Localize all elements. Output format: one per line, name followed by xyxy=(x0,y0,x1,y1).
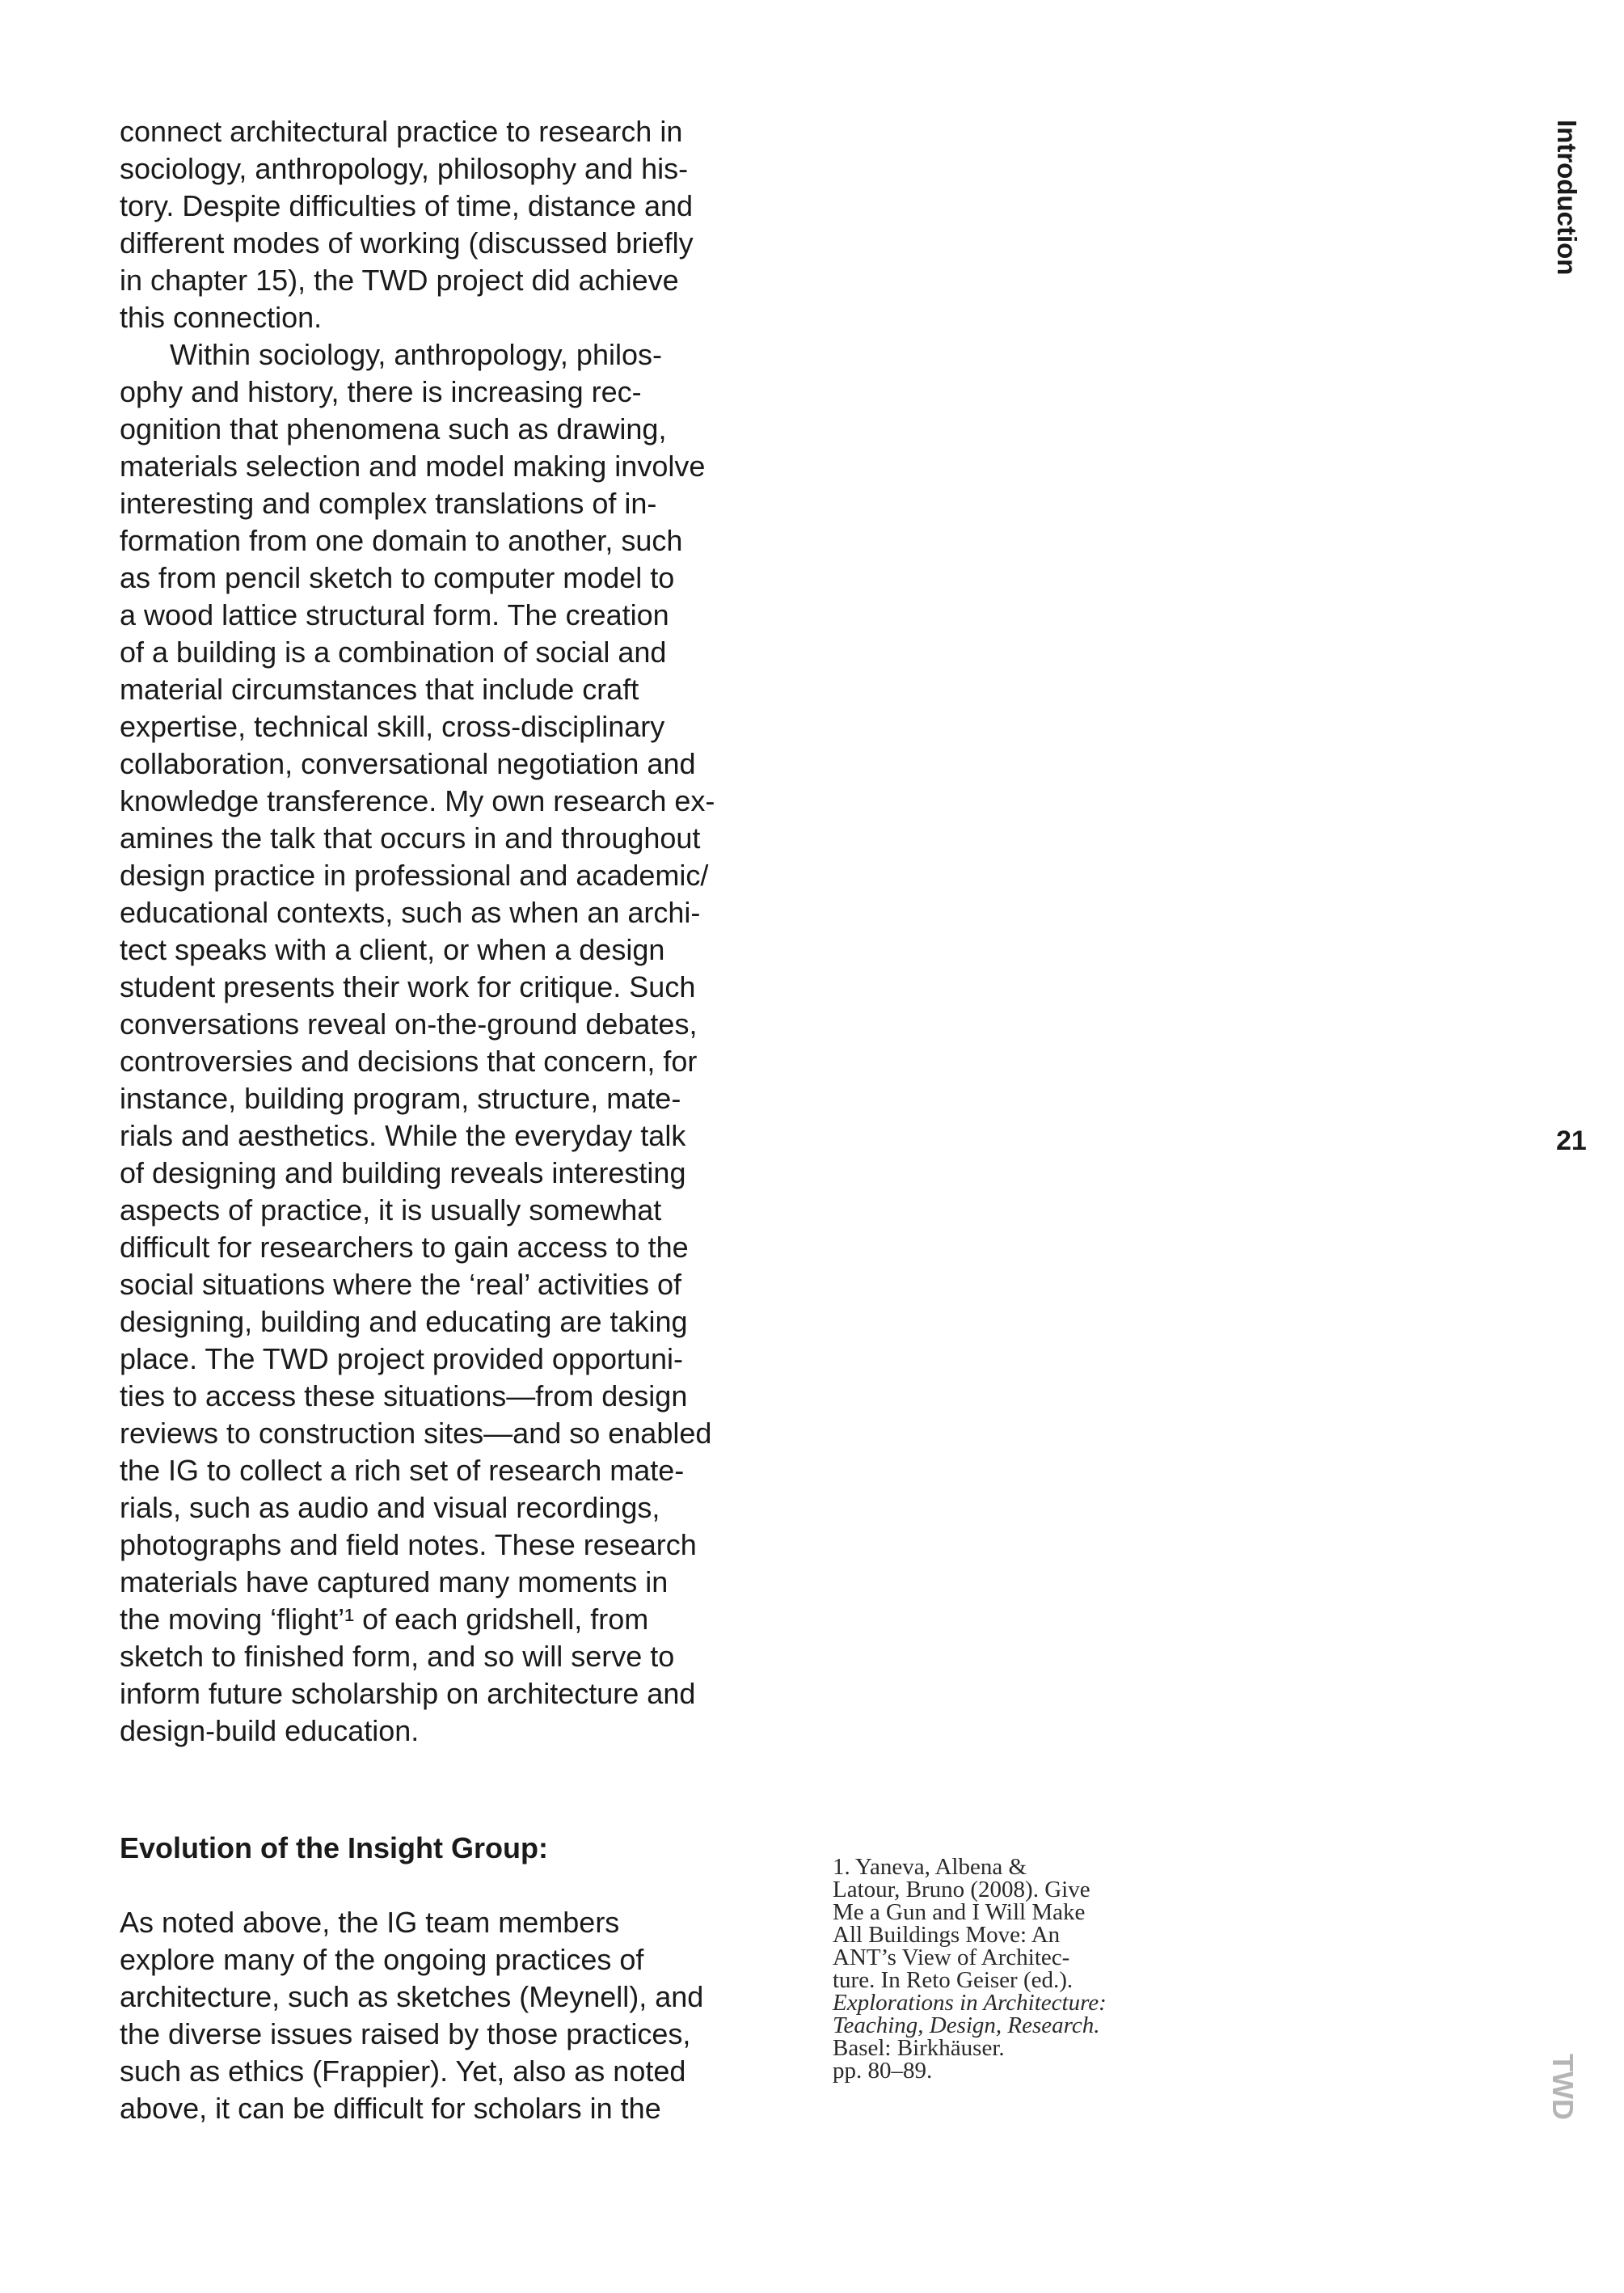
body-line: a wood lattice structural form. The creation xyxy=(120,598,669,631)
body-line: the IG to collect a rich set of research mate- xyxy=(120,1454,685,1487)
body-line: rials, such as audio and visual recordings, xyxy=(120,1491,660,1524)
section-line: explore many of the ongoing practices of xyxy=(120,1943,644,1976)
footnote-line: All Buildings Move: An xyxy=(833,1922,1061,1948)
body-line: ties to access these situations—from design xyxy=(120,1379,688,1413)
body-line: student presents their work for critique. Such xyxy=(120,970,696,1003)
body-line: inform future scholarship on architecture and xyxy=(120,1677,696,1710)
footnote-line: Me a Gun and I Will Make xyxy=(833,1899,1086,1925)
body-line: controversies and decisions that concern, for xyxy=(120,1045,698,1078)
body-line: materials have captured many moments in xyxy=(120,1565,669,1598)
body-paragraphs xyxy=(120,113,831,1750)
body-line: as from pencil sketch to computer model to xyxy=(120,561,675,594)
footnote-line: Basel: Birkhäuser. xyxy=(833,2035,1005,2061)
section-line: above, it can be difficult for scholars in the xyxy=(120,2092,661,2125)
body-line: interesting and complex translations of in- xyxy=(120,487,657,520)
body-line: conversations reveal on-the-ground debates, xyxy=(120,1007,698,1041)
body-line: aspects of practice, it is usually somewhat xyxy=(120,1193,662,1227)
body-line: educational contexts, such as when an archi- xyxy=(120,896,701,929)
body-line: the moving ‘flight’¹ of each gridshell, from xyxy=(120,1603,649,1636)
section-line: As noted above, the IG team members xyxy=(120,1906,620,1939)
body-line: tory. Despite difficulties of time, distance and xyxy=(120,189,694,222)
body-line: place. The TWD project provided opportuni- xyxy=(120,1342,684,1375)
body-line: materials selection and model making involve xyxy=(120,450,706,483)
body-line: sociology, anthropology, philosophy and his- xyxy=(120,152,689,185)
body-line: knowledge transference. My own research ex- xyxy=(120,784,715,817)
body-line: material circumstances that include craft xyxy=(120,673,639,706)
footnote-line: Explorations in Architecture: xyxy=(833,1990,1107,2016)
body-line: of designing and building reveals interesting xyxy=(120,1156,686,1189)
section-line: architecture, such as sketches (Meynell), and xyxy=(120,1980,704,2013)
section-line: such as ethics (Frappier). Yet, also as noted xyxy=(120,2054,686,2088)
body-line: of a building is a combination of social and xyxy=(120,636,667,669)
body-line: expertise, technical skill, cross-disciplinary xyxy=(120,710,665,743)
footnote-line: 1. Yaneva, Albena & xyxy=(833,1854,1027,1880)
side-mark-text: TWD xyxy=(1546,2054,1580,2120)
body-line: difficult for researchers to gain access to the xyxy=(120,1231,689,1264)
body-line: ognition that phenomena such as drawing, xyxy=(120,412,667,446)
body-line: ophy and history, there is increasing rec- xyxy=(120,375,642,408)
footnote xyxy=(833,1856,1172,2082)
body-line: tect speaks with a client, or when a design xyxy=(120,933,665,966)
body-line: designing, building and educating are taking xyxy=(120,1305,688,1338)
body-line: reviews to construction sites—and so enabled xyxy=(120,1417,712,1450)
footnote-line: pp. 80–89. xyxy=(833,2058,933,2084)
body-line: different modes of working (discussed briefly xyxy=(120,226,694,260)
footnote-line: ANT’s View of Architec- xyxy=(833,1945,1070,1970)
side-mark xyxy=(1546,2054,1594,2135)
body-line: sketch to finished form, and so will serve to xyxy=(120,1640,675,1673)
body-line: amines the talk that occurs in and throughout xyxy=(120,821,701,855)
body-line: in chapter 15), the TWD project did achieve xyxy=(120,264,679,297)
body-line: social situations where the ‘real’ activities of xyxy=(120,1268,681,1301)
running-head xyxy=(1548,120,1597,298)
body-line: design practice in professional and academic/ xyxy=(120,859,709,892)
section-line: the diverse issues raised by those practices, xyxy=(120,2017,691,2050)
body-line: photographs and field notes. These research xyxy=(120,1528,697,1561)
body-line: this connection. xyxy=(120,301,323,334)
running-head-text: Introduction xyxy=(1552,120,1582,276)
section-insight-group xyxy=(120,1830,831,2127)
body-line: formation from one domain to another, such xyxy=(120,524,683,557)
body-line: Within sociology, anthropology, philos- xyxy=(170,338,662,371)
body-line: instance, building program, structure, mate- xyxy=(120,1082,681,1115)
body-line: collaboration, conversational negotiation and xyxy=(120,747,696,780)
body-line: connect architectural practice to research in xyxy=(120,115,683,148)
page-number: 21 xyxy=(1556,1125,1587,1156)
footnote-line: Latour, Bruno (2008). Give xyxy=(833,1877,1090,1902)
body-line: rials and aesthetics. While the everyday talk xyxy=(120,1119,686,1152)
footnote-line: Teaching, Design, Research. xyxy=(833,2012,1100,2038)
body-line: design-build education. xyxy=(120,1714,420,1747)
section-heading: Evolution of the Insight Group: xyxy=(120,1831,548,1864)
footnote-line: ture. In Reto Geiser (ed.). xyxy=(833,1967,1074,1993)
